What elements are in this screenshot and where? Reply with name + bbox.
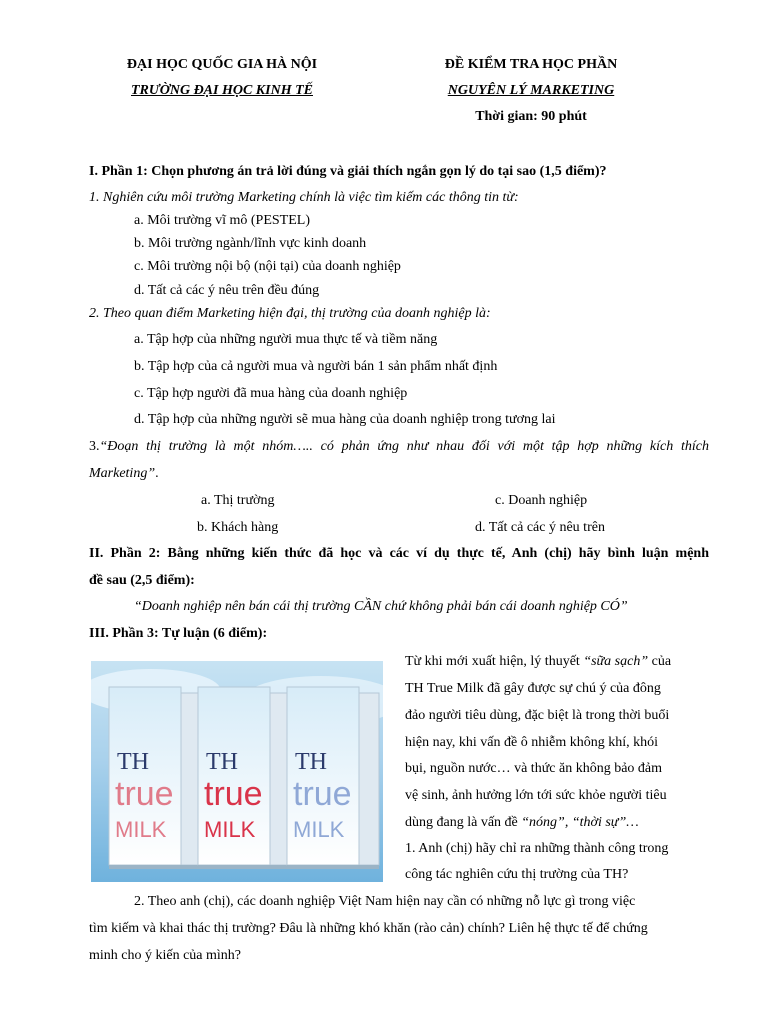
part3-q2-line1: 2. Theo anh (chị), các doanh nghiệp Việt Nam hiện nay cần có những nỗ lực gì trong việc <box>134 894 636 909</box>
carton2-word1-text: true <box>204 775 263 813</box>
intro-line-5: bụi, nguồn nước… và thức ăn không bảo đảm <box>405 761 663 776</box>
q3-question-line2 <box>89 465 159 483</box>
milk-cartons-illustration <box>91 661 383 882</box>
q2-option-a: a. Tập hợp của những người mua thực tế và tiềm năng <box>134 332 438 347</box>
q3-question-text: “Đoạn thị trường là một nhóm….. có phản ứng như nhau đối với một tập hợp những kích thích <box>99 439 709 454</box>
part3-q1-line1: 1. Anh (chị) hãy chỉ ra những thành công trong <box>405 841 669 856</box>
q2-option-b: b. Tập hợp của cả người mua và người bán 1 sản phẩm nhất định <box>134 359 498 374</box>
part1-heading: I. Phần 1: Chọn phương án trả lời đúng và giải thích ngắn gọn lý do tại sao (1,5 điểm)? <box>89 164 607 179</box>
q1-option-b: b. Môi trường ngành/lĩnh vực kinh doanh <box>134 236 367 251</box>
intro-line-7-pre: dùng đang là vấn đề <box>405 815 522 830</box>
q3-question-line1 <box>89 438 709 456</box>
part3-heading: III. Phần 3: Tự luận (6 điểm): <box>89 626 268 641</box>
intro-line-6: vệ sinh, ảnh hưởng lớn tới sức khỏe người tiêu <box>405 788 667 803</box>
intro-line-2: TH True Milk đã gây được sự chú ý của đông <box>405 681 661 696</box>
exam-duration: Thời gian: 90 phút <box>475 109 587 124</box>
course-name: NGUYÊN LÝ MARKETING <box>447 83 615 98</box>
q1-option-c: c. Môi trường nội bộ (nội tại) của doanh nghiệp <box>134 259 401 274</box>
intro-line-7 <box>405 814 639 832</box>
q3-number: 3. <box>89 439 100 454</box>
q2-option-c: c. Tập hợp người đã mua hàng của doanh nghiệp <box>134 386 408 401</box>
q1-option-d: d. Tất cả các ý nêu trên đều đúng <box>134 283 320 298</box>
part3-q1-line2: công tác nghiên cứu thị trường của TH? <box>405 867 629 882</box>
intro-line-7-em: “nóng”, “thời sự”… <box>521 815 639 830</box>
intro-line-4: hiện nay, khi vấn đề ô nhiễm không khí, khói <box>405 735 658 750</box>
q3-option-d: d. Tất cả các ý nêu trên <box>475 520 605 535</box>
part3-q2-line3: minh cho ý kiến của mình? <box>89 948 242 963</box>
university-name: ĐẠI HỌC QUỐC GIA HÀ NỘI <box>126 57 318 72</box>
carton1-word1-text: true <box>115 775 174 813</box>
q2-option-d: d. Tập hợp của những người sẽ mua hàng của doanh nghiệp trong tương lai <box>134 412 556 427</box>
q3-option-c: c. Doanh nghiệp <box>495 493 588 508</box>
part2-quote: “Doanh nghiệp nên bán cái thị trường CẦN chứ không phải bán cái doanh nghiệp CÓ” <box>134 599 628 614</box>
intro-line-1-post: của <box>648 654 672 669</box>
q2-question: 2. Theo quan điểm Marketing hiện đại, thị trường của doanh nghiệp là: <box>89 306 491 321</box>
q3-option-a: a. Thị trường <box>201 493 275 508</box>
q3-option-b: b. Khách hàng <box>197 520 279 535</box>
part3-q2-line2: tìm kiếm và khai thác thị trường? Đâu là những khó khăn (rào cản) chính? Liên hệ thực tế để chứng <box>89 921 648 936</box>
carton1-word2-text: MILK <box>115 817 167 842</box>
intro-line-1 <box>405 653 671 671</box>
q1-question: 1. Nghiên cứu môi trường Marketing chính là việc tìm kiếm các thông tin từ: <box>89 190 519 205</box>
th-true-milk-photo <box>91 661 383 882</box>
exam-title: ĐỀ KIỂM TRA HỌC PHẦN <box>444 57 618 72</box>
carton3-word1-text: true <box>293 775 352 813</box>
carton2-word2-text: MILK <box>204 817 256 842</box>
intro-line-3: đảo người tiêu dùng, đặc biệt là trong thời buổi <box>405 708 670 723</box>
q3-question-end: . <box>155 466 159 481</box>
faculty-name: TRƯỜNG ĐẠI HỌC KINH TẾ <box>131 83 313 98</box>
part2-heading-line2: đề sau (2,5 điểm): <box>89 573 195 588</box>
part2-heading-line1: II. Phần 2: Bằng những kiến thức đã học và các ví dụ thực tế, Anh (chị) hãy bình luận mệnh <box>89 546 709 561</box>
carton3-word2-text: MILK <box>293 817 345 842</box>
intro-line-1-pre: Từ khi mới xuất hiện, lý thuyết <box>405 654 584 669</box>
intro-line-1-em: “sữa sạch” <box>583 654 649 669</box>
carton2-brand-text: TH <box>206 749 238 775</box>
q1-option-a: a. Môi trường vĩ mô (PESTEL) <box>134 213 310 228</box>
carton3-brand-text: TH <box>295 749 327 775</box>
carton1-brand-text: TH <box>117 749 149 775</box>
q3-question-tail: Marketing” <box>89 466 156 481</box>
